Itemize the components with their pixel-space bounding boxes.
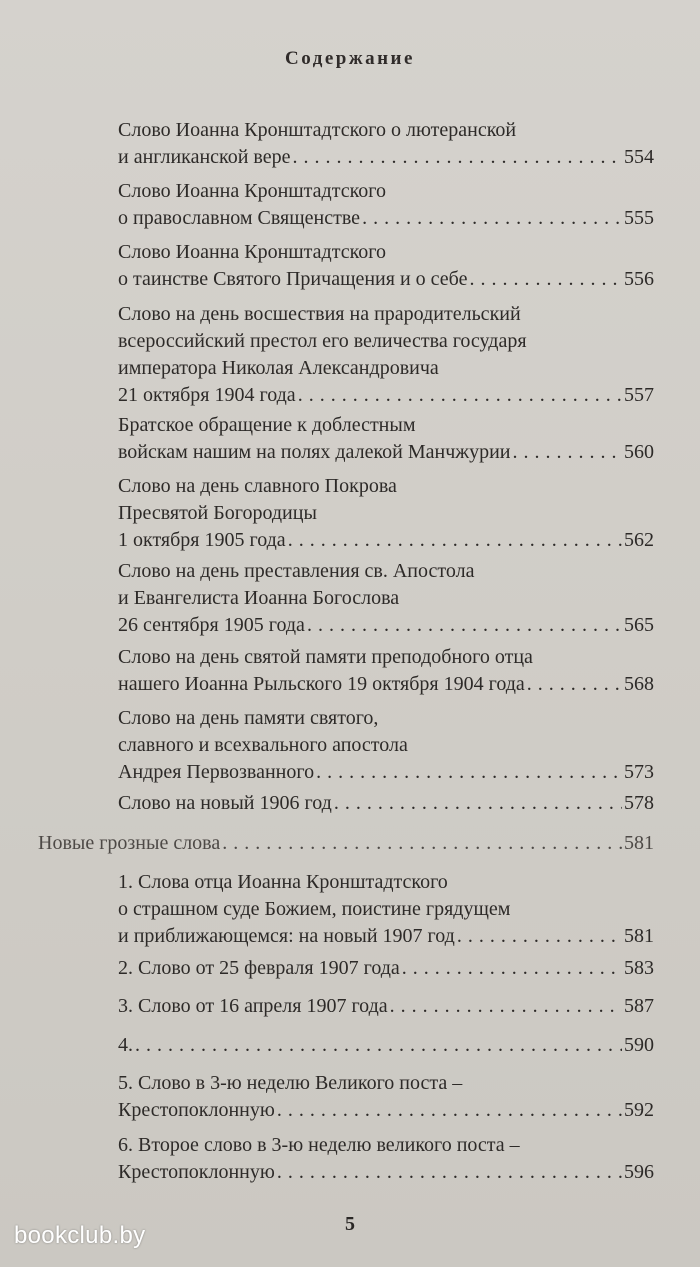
toc-entry-line: Братское обращение к доблестным <box>118 414 416 436</box>
dot-leader <box>457 923 622 950</box>
toc-page-number: 581 <box>624 925 654 947</box>
toc-page-number: 556 <box>624 268 654 290</box>
toc-entry <box>118 993 654 1020</box>
toc-heading: Содержание <box>285 48 415 69</box>
toc-entry <box>118 412 654 466</box>
toc-entry-line: о страшном суде Божием, поистине грядущем <box>118 898 511 920</box>
toc-entry <box>118 473 654 554</box>
toc-entry-line: 26 сентября 1905 года <box>118 614 305 636</box>
toc-entry-line: 6. Второе слово в 3-ю неделю великого поста – <box>118 1134 520 1156</box>
toc-entry-line: о таинстве Святого Причащения и о себе <box>118 268 468 290</box>
toc-entry <box>118 558 654 639</box>
toc-entry <box>118 644 654 698</box>
dot-leader <box>293 144 622 171</box>
toc-entry-line: 4. <box>118 1034 133 1056</box>
toc-entry-line: 5. Слово в 3-ю неделю Великого поста – <box>118 1072 463 1094</box>
toc-entry-line: Слово Иоанна Кронштадтского <box>118 180 386 202</box>
toc-entry-line: Слово на день восшествия на прародительский <box>118 303 521 325</box>
dot-leader <box>222 830 622 857</box>
toc-entry-line: славного и всехвального апостола <box>118 734 408 756</box>
dot-leader <box>298 382 622 409</box>
toc-section-entry <box>38 830 654 857</box>
toc-entry-line: и англиканской вере <box>118 146 291 168</box>
toc-entry-line: о православном Священстве <box>118 207 361 229</box>
dot-leader <box>527 671 622 698</box>
dot-leader <box>469 266 622 293</box>
dot-leader <box>390 993 622 1020</box>
toc-entry <box>118 869 654 950</box>
toc-page-number: 562 <box>624 529 654 551</box>
toc-page-number: 578 <box>624 792 654 814</box>
toc-entry <box>118 790 654 817</box>
toc-page-number: 565 <box>624 614 654 636</box>
dot-leader <box>362 205 622 232</box>
toc-entry-line: и Евангелиста Иоанна Богослова <box>118 587 400 609</box>
toc-page-number: 587 <box>624 995 654 1017</box>
toc-entry-line: 21 октября 1904 года <box>118 384 296 406</box>
toc-page-number: 596 <box>624 1161 654 1183</box>
toc-page-number: 592 <box>624 1099 654 1121</box>
toc-entry-line: Слово Иоанна Кронштадтского <box>118 241 386 263</box>
dot-leader <box>334 790 622 817</box>
page-number: 5 <box>345 1213 355 1235</box>
toc-entry <box>118 705 654 786</box>
toc-entry-line: Крестопоклонную <box>118 1161 275 1183</box>
toc-page-number: 581 <box>624 832 654 854</box>
toc-entry <box>118 178 654 232</box>
dot-leader <box>277 1097 622 1124</box>
toc-entry-line: нашего Иоанна Рыльского 19 октября 1904 года <box>118 673 525 695</box>
toc-entry-line: 3. Слово от 16 апреля 1907 года <box>118 995 388 1017</box>
toc-entry-line: Крестопоклонную <box>118 1099 275 1121</box>
toc-entry <box>118 239 654 293</box>
toc-entry-line: 1 октября 1905 года <box>118 529 286 551</box>
toc-page-number: 554 <box>624 146 654 168</box>
toc-entry-line: Слово на день славного Покрова <box>118 475 397 497</box>
toc-entry-line: императора Николая Александровича <box>118 357 439 379</box>
toc-page-number: 555 <box>624 207 654 229</box>
toc-entry <box>118 117 654 171</box>
toc-page-number: 573 <box>624 761 654 783</box>
dot-leader <box>307 612 622 639</box>
toc-entry-line: войскам нашим на полях далекой Манчжурии <box>118 441 511 463</box>
toc-entry-line: Слово на день святой памяти преподобного отца <box>118 646 533 668</box>
toc-entry <box>118 955 654 982</box>
dot-leader <box>135 1032 622 1059</box>
toc-page-number: 590 <box>624 1034 654 1056</box>
dot-leader <box>288 527 622 554</box>
dot-leader <box>402 955 622 982</box>
toc-entry <box>118 301 654 409</box>
toc-entry-line: Андрея Первозванного <box>118 761 315 783</box>
toc-page-number: 568 <box>624 673 654 695</box>
dot-leader <box>513 439 622 466</box>
toc-page-number: 583 <box>624 957 654 979</box>
toc-entry-line: Слово на день преставления св. Апостола <box>118 560 475 582</box>
toc-entry-line: всероссийский престол его величества государя <box>118 330 527 352</box>
watermark: bookclub.by <box>14 1222 146 1249</box>
toc-entry-line: Слово на день памяти святого, <box>118 707 379 729</box>
toc-entry <box>118 1070 654 1124</box>
toc-entry-line: 2. Слово от 25 февраля 1907 года <box>118 957 400 979</box>
toc-entry-line: Слово на новый 1906 год <box>118 792 332 814</box>
toc-entry-line: и приближающемся: на новый 1907 год <box>118 925 455 947</box>
dot-leader <box>316 759 622 786</box>
toc-entry <box>118 1132 654 1186</box>
toc-entry-line: 1. Слова отца Иоанна Кронштадтского <box>118 871 448 893</box>
toc-entry-line: Новые грозные слова <box>38 832 221 854</box>
toc-page-number: 560 <box>624 441 654 463</box>
toc-page-number: 557 <box>624 384 654 406</box>
toc-entry <box>118 1032 654 1059</box>
dot-leader <box>277 1159 622 1186</box>
toc-entry-line: Слово Иоанна Кронштадтского о лютеранской <box>118 119 517 141</box>
toc-entry-line: Пресвятой Богородицы <box>118 502 317 524</box>
